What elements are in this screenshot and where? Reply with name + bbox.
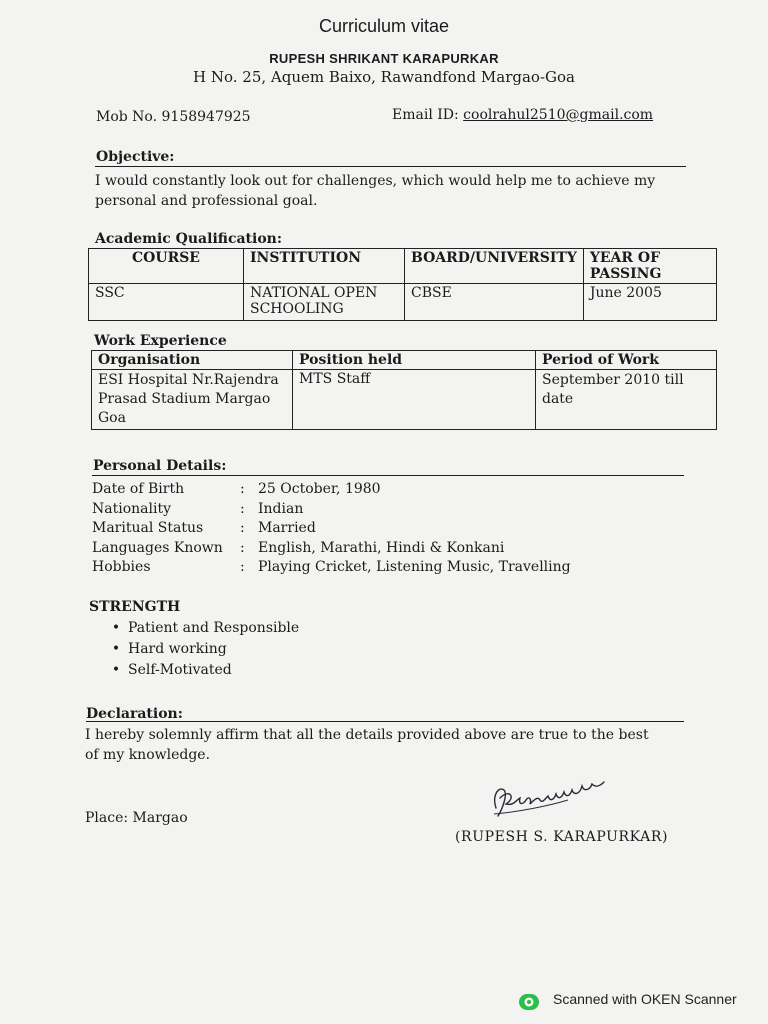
- place: Place: Margao: [85, 810, 188, 826]
- work-organisation-cell: ESI Hospital Nr.Rajendra Prasad Stadium Margao Goa: [92, 370, 293, 430]
- work-table: [91, 350, 717, 430]
- academic-col-board: BOARD/UNIVERSITY: [405, 249, 584, 284]
- page-title: Curriculum vitae: [318, 16, 450, 36]
- academic-institution-cell: NATIONAL OPEN SCHOOLING: [244, 284, 405, 321]
- academic-col-institution: INSTITUTION: [244, 249, 405, 284]
- strength-heading: STRENGTH: [89, 599, 181, 615]
- work-col-organisation: Organisation: [92, 351, 293, 370]
- academic-board-cell: CBSE: [405, 284, 584, 321]
- declaration-line-2: of my knowledge.: [85, 747, 211, 763]
- mobile-label: Mob No.: [96, 109, 158, 125]
- objective-text: [95, 171, 655, 211]
- objective-line-2: personal and professional goal.: [95, 193, 318, 209]
- list-item: Date of Birth : 25 October, 1980: [92, 480, 571, 500]
- detail-label: Date of Birth: [92, 481, 185, 497]
- table-row: [89, 284, 717, 321]
- work-col-position: Position held: [293, 351, 536, 370]
- academic-col-course: COURSE: [89, 249, 244, 284]
- personal-details-list: [92, 480, 571, 578]
- detail-value: Playing Cricket, Listening Music, Travelling: [258, 559, 571, 575]
- mobile-number: [96, 109, 251, 125]
- academic-header-row: [89, 249, 717, 284]
- scanner-watermark-text: Scanned with OKEN Scanner: [553, 991, 737, 1007]
- email-label: Email ID:: [392, 107, 459, 123]
- work-position-cell: MTS Staff: [293, 370, 536, 430]
- declaration-rule: [86, 721, 684, 722]
- detail-value: Married: [258, 520, 316, 536]
- detail-label: Hobbies: [92, 559, 151, 575]
- detail-value: Indian: [258, 500, 304, 517]
- candidate-name: RUPESH SHRIKANT KARAPURKAR: [269, 51, 499, 66]
- list-item: • Patient and Responsible: [104, 618, 299, 639]
- objective-heading: Objective:: [96, 149, 175, 165]
- work-col-period: Period of Work: [536, 351, 717, 370]
- objective-rule: [95, 166, 686, 167]
- work-period-cell: September 2010 till date: [536, 370, 717, 430]
- list-item: Languages Known : English, Marathi, Hindi & Konkani: [92, 539, 571, 559]
- academic-course-cell: SSC: [89, 284, 244, 321]
- candidate-address: H No. 25, Aquem Baixo, Rawandfond Margao-Goa: [193, 68, 575, 86]
- detail-value: English, Marathi, Hindi & Konkani: [258, 539, 505, 556]
- detail-label: Languages Known: [92, 539, 223, 556]
- signature-icon: [488, 776, 618, 826]
- academic-year-cell: June 2005: [583, 284, 716, 321]
- detail-label: Maritual Status: [92, 520, 204, 536]
- email-value: coolrahul2510@gmail.com: [463, 107, 654, 123]
- personal-rule: [92, 475, 684, 476]
- academic-heading: Academic Qualification:: [95, 231, 283, 247]
- academic-table: [88, 248, 717, 321]
- declaration-text: [85, 725, 649, 765]
- work-header-row: [92, 351, 717, 370]
- email-id: [392, 107, 653, 123]
- list-item: Maritual Status : Married: [92, 519, 571, 539]
- list-item: Hobbies : Playing Cricket, Listening Music, Travelling: [92, 558, 571, 578]
- personal-heading: Personal Details:: [93, 458, 227, 474]
- scanner-logo-icon: [518, 992, 540, 1012]
- academic-col-year: YEAR OF PASSING: [583, 249, 716, 284]
- work-heading: Work Experience: [94, 333, 227, 349]
- objective-line-1: I would constantly look out for challenges, which would help me to achieve my: [95, 173, 656, 189]
- list-item: • Hard working: [104, 639, 299, 660]
- signature-name: (RUPESH S. KARAPURKAR): [455, 829, 669, 845]
- declaration-heading: Declaration:: [86, 706, 183, 722]
- detail-label: Nationality: [92, 500, 171, 517]
- list-item: • Self-Motivated: [104, 660, 299, 681]
- mobile-value: 9158947925: [161, 109, 251, 125]
- table-row: [92, 370, 717, 430]
- declaration-line-1: I hereby solemnly affirm that all the details provided above are true to the best: [85, 727, 649, 743]
- list-item: Nationality : Indian: [92, 500, 571, 520]
- strength-list: [104, 618, 299, 681]
- detail-value: 25 October, 1980: [258, 481, 381, 497]
